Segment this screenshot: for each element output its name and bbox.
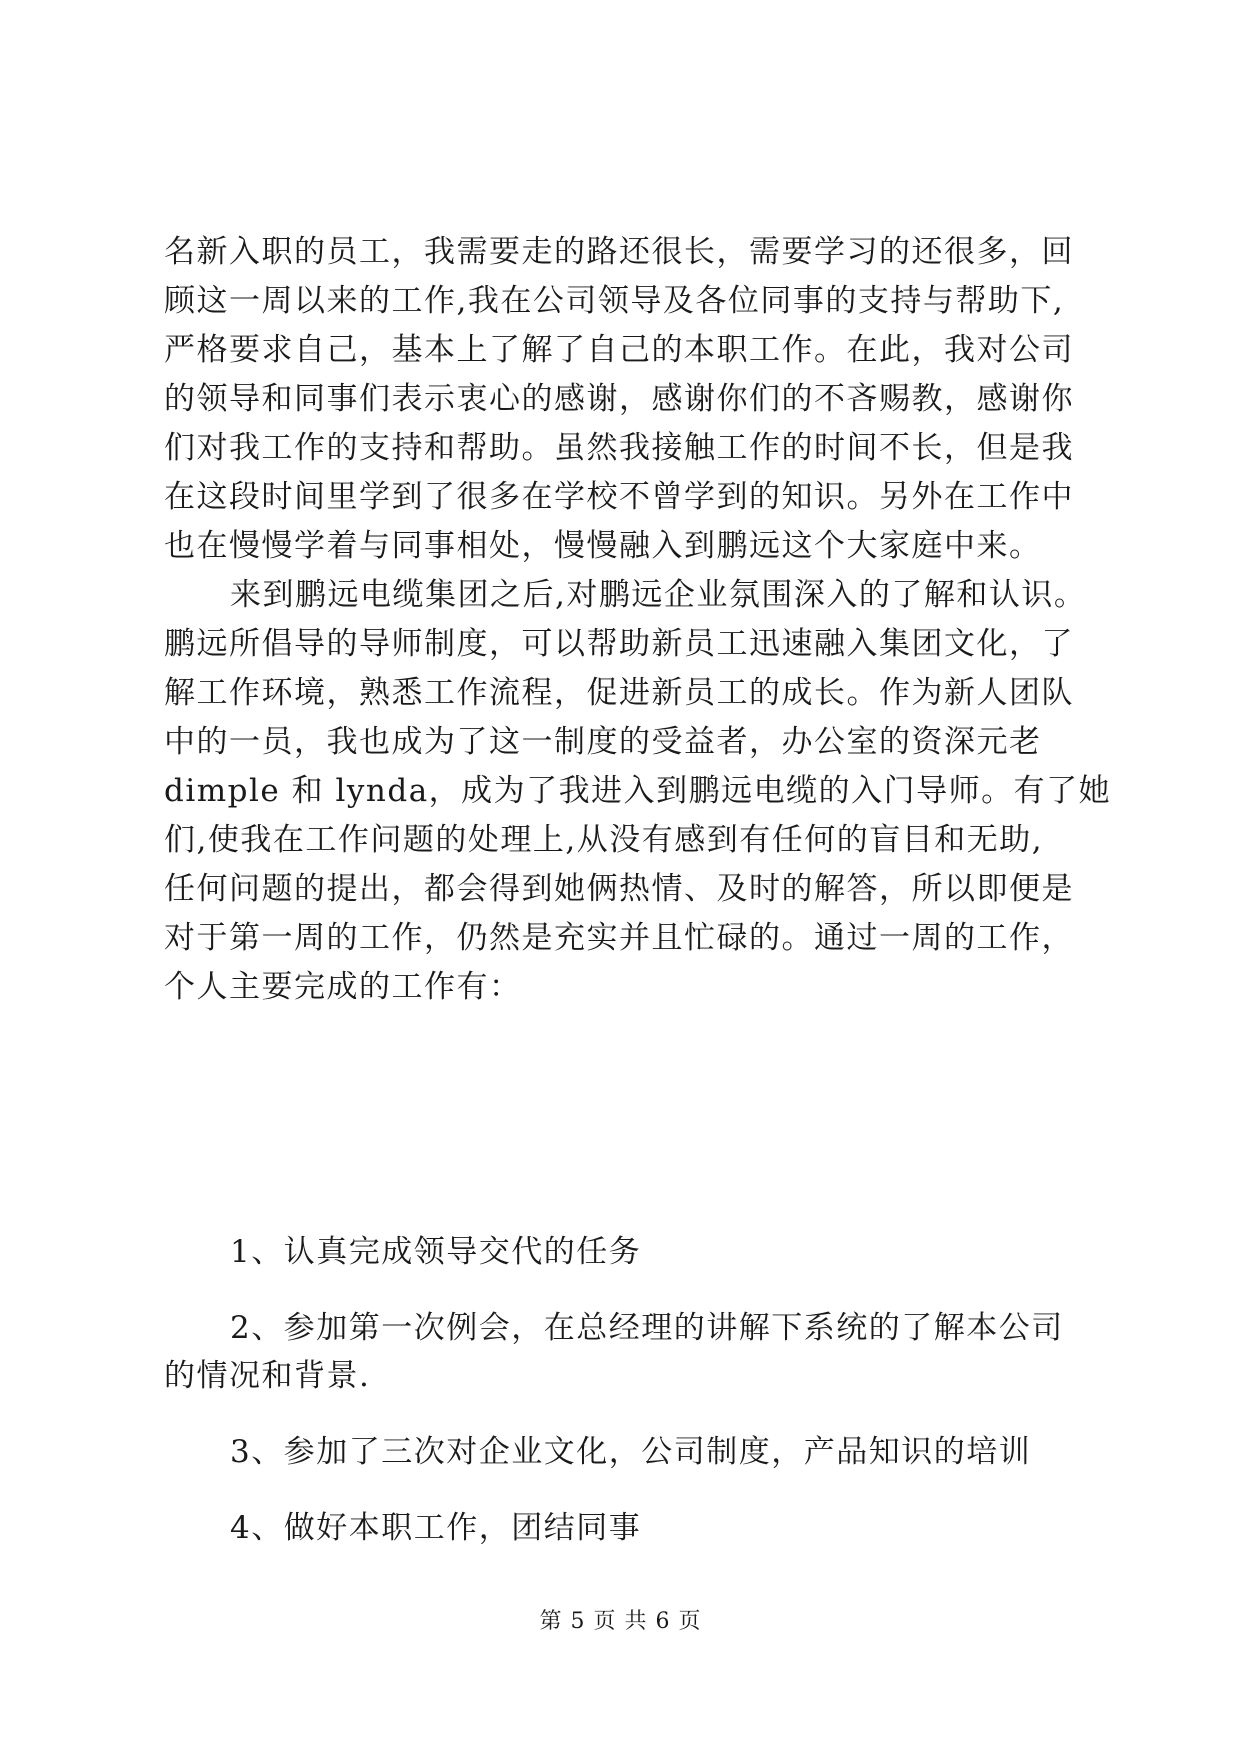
paragraph-line: 对于第一周的工作，仍然是充实并且忙碌的。通过一周的工作， — [164, 920, 1074, 956]
paragraph-line: 们对我工作的支持和帮助。虽然我接触工作的时间不长，但是我 — [164, 430, 1074, 466]
paragraph-line: 顾这一周以来的工作,我在公司领导及各位同事的支持与帮助下, — [164, 283, 1065, 319]
paragraph-line: 名新入职的员工，我需要走的路还很长，需要学习的还很多，回 — [164, 234, 1074, 270]
paragraph-line: 鹏远所倡导的导师制度，可以帮助新员工迅速融入集团文化，了 — [164, 626, 1074, 662]
paragraph-line: 在这段时间里学到了很多在学校不曾学到的知识。另外在工作中 — [164, 479, 1074, 515]
paragraph-line: 们,使我在工作问题的处理上,从没有感到有任何的盲目和无助, — [164, 822, 1044, 858]
paragraph-line: 个人主要完成的工作有： — [164, 969, 522, 1005]
paragraph-line: 严格要求自己，基本上了解了自己的本职工作。在此，我对公司 — [164, 332, 1074, 368]
task-list — [164, 1228, 1124, 1552]
paragraph-line: 任何问题的提出，都会得到她俩热情、及时的解答，所以即便是 — [164, 871, 1074, 907]
document-body — [164, 228, 1124, 1012]
list-item: 1、认真完成领导交代的任务 — [230, 1234, 642, 1270]
list-item: 2、参加第一次例会，在总经理的讲解下系统的了解本公司 — [230, 1310, 1064, 1346]
paragraph-line: 的领导和同事们表示衷心的感谢，感谢你们的不吝赐教，感谢你 — [164, 381, 1074, 417]
paragraph-line: 来到鹏远电缆集团之后,对鹏远企业氛围深入的了解和认识。 — [230, 577, 1087, 613]
paragraph-line: 中的一员，我也成为了这一制度的受益者，办公室的资深元老 — [164, 724, 1042, 760]
paragraph-line: 解工作环境，熟悉工作流程，促进新员工的成长。作为新人团队 — [164, 675, 1074, 711]
list-item: 4、做好本职工作，团结同事 — [230, 1510, 642, 1546]
paragraph-line: 也在慢慢学着与同事相处，慢慢融入到鹏远这个大家庭中来。 — [164, 528, 1042, 564]
paragraph-line: dimple 和 lynda，成为了我进入到鹏远电缆的入门导师。有了她 — [164, 773, 1112, 809]
page-number-footer: 第 5 页 共 6 页 — [539, 1609, 702, 1634]
list-item-continuation: 的情况和背景. — [164, 1358, 371, 1394]
list-item: 3、参加了三次对企业文化，公司制度，产品知识的培训 — [230, 1434, 1032, 1470]
